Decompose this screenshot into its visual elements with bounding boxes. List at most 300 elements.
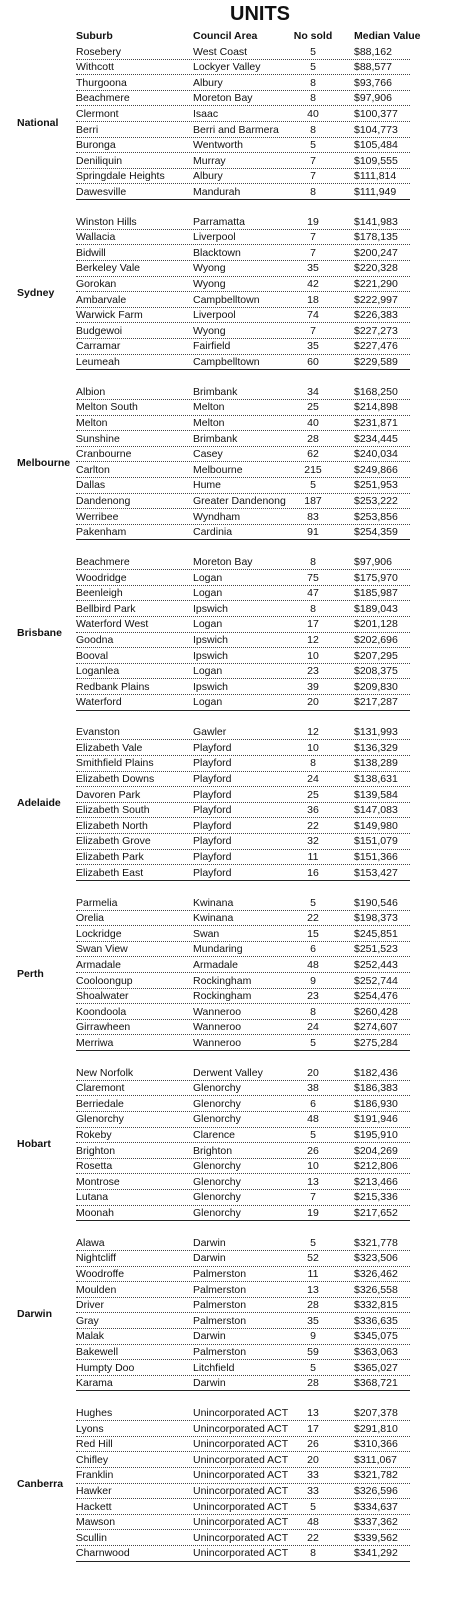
cell-no-sold: 22 bbox=[307, 1531, 319, 1544]
cell-suburb: Elizabeth East bbox=[76, 866, 144, 879]
cell-no-sold: 18 bbox=[307, 293, 319, 306]
cell-suburb: Woodroffe bbox=[76, 1268, 125, 1281]
cell-no-sold: 5 bbox=[310, 1500, 316, 1513]
table-row bbox=[0, 1236, 470, 1252]
cell-council-area: Parramatta bbox=[193, 215, 245, 228]
table-row bbox=[0, 215, 470, 231]
table-row bbox=[0, 1345, 470, 1361]
region-label: Brisbane bbox=[17, 627, 62, 640]
cell-suburb: Hughes bbox=[76, 1407, 113, 1420]
cell-council-area: Litchfield bbox=[193, 1361, 235, 1374]
table-row bbox=[0, 230, 470, 246]
cell-no-sold: 8 bbox=[310, 556, 316, 569]
cell-council-area: West Coast bbox=[193, 45, 248, 58]
cell-median-value: $147,083 bbox=[354, 804, 398, 817]
cell-suburb: Red Hill bbox=[76, 1438, 113, 1451]
cell-median-value: $337,362 bbox=[354, 1516, 398, 1529]
cell-median-value: $222,997 bbox=[354, 293, 398, 306]
cell-suburb: Berri bbox=[76, 123, 99, 136]
cell-suburb: Nightcliff bbox=[76, 1252, 117, 1265]
cell-council-area: Albury bbox=[193, 170, 223, 183]
cell-no-sold: 5 bbox=[310, 479, 316, 492]
cell-council-area: Wentworth bbox=[193, 139, 243, 152]
cell-no-sold: 47 bbox=[307, 587, 319, 600]
cell-suburb: Deniliquin bbox=[76, 154, 123, 167]
cell-no-sold: 7 bbox=[310, 154, 316, 167]
cell-no-sold: 7 bbox=[310, 246, 316, 259]
cell-no-sold: 91 bbox=[307, 526, 319, 539]
section-perth bbox=[0, 896, 470, 1052]
cell-suburb: Thurgoona bbox=[76, 76, 127, 89]
cell-suburb: Rokeby bbox=[76, 1129, 112, 1142]
cell-median-value: $212,806 bbox=[354, 1160, 398, 1173]
cell-suburb: Girrawheen bbox=[76, 1021, 131, 1034]
cell-median-value: $251,523 bbox=[354, 943, 398, 956]
cell-council-area: Playford bbox=[193, 819, 232, 832]
table-row bbox=[0, 1453, 470, 1469]
cell-suburb: Elizabeth South bbox=[76, 804, 150, 817]
cell-council-area: Playford bbox=[193, 866, 232, 879]
cell-median-value: $339,562 bbox=[354, 1531, 398, 1544]
cell-council-area: Unincorporated ACT bbox=[193, 1407, 289, 1420]
cell-suburb: Hawker bbox=[76, 1485, 112, 1498]
cell-median-value: $151,366 bbox=[354, 851, 398, 864]
cell-council-area: Glenorchy bbox=[193, 1160, 241, 1173]
cell-median-value: $234,445 bbox=[354, 432, 398, 445]
row-divider bbox=[76, 539, 410, 540]
row-divider bbox=[76, 880, 410, 881]
table-row bbox=[0, 1005, 470, 1021]
cell-no-sold: 5 bbox=[310, 1361, 316, 1374]
cell-no-sold: 28 bbox=[307, 1377, 319, 1390]
cell-suburb: Buronga bbox=[76, 139, 116, 152]
cell-median-value: $341,292 bbox=[354, 1547, 398, 1560]
cell-median-value: $191,946 bbox=[354, 1113, 398, 1126]
row-divider bbox=[76, 1390, 410, 1391]
table-row bbox=[0, 1128, 470, 1144]
cell-council-area: Albury bbox=[193, 76, 223, 89]
cell-council-area: Moreton Bay bbox=[193, 556, 253, 569]
cell-suburb: Melton bbox=[76, 417, 108, 430]
cell-council-area: Rockingham bbox=[193, 974, 252, 987]
table-row bbox=[0, 400, 470, 416]
cell-no-sold: 5 bbox=[310, 45, 316, 58]
cell-no-sold: 23 bbox=[307, 665, 319, 678]
cell-no-sold: 9 bbox=[310, 974, 316, 987]
cell-no-sold: 7 bbox=[310, 231, 316, 244]
cell-council-area: Playford bbox=[193, 835, 232, 848]
cell-council-area: Ipswich bbox=[193, 602, 229, 615]
cell-no-sold: 8 bbox=[310, 1005, 316, 1018]
cell-suburb: Beachmere bbox=[76, 92, 130, 105]
table-row bbox=[0, 680, 470, 696]
table-row bbox=[0, 772, 470, 788]
region-label: Adelaide bbox=[17, 797, 61, 810]
table-row bbox=[0, 1298, 470, 1314]
cell-median-value: $100,377 bbox=[354, 107, 398, 120]
cell-median-value: $251,953 bbox=[354, 479, 398, 492]
section-hobart bbox=[0, 1066, 470, 1222]
cell-median-value: $240,034 bbox=[354, 448, 398, 461]
cell-suburb: Cooloongup bbox=[76, 974, 133, 987]
cell-suburb: Franklin bbox=[76, 1469, 114, 1482]
cell-median-value: $310,366 bbox=[354, 1438, 398, 1451]
cell-suburb: Moulden bbox=[76, 1283, 117, 1296]
cell-no-sold: 22 bbox=[307, 819, 319, 832]
cell-median-value: $213,466 bbox=[354, 1175, 398, 1188]
cell-median-value: $97,906 bbox=[354, 556, 392, 569]
cell-suburb: Brighton bbox=[76, 1144, 116, 1157]
cell-median-value: $214,898 bbox=[354, 401, 398, 414]
cell-median-value: $334,637 bbox=[354, 1500, 398, 1513]
table-row bbox=[0, 154, 470, 170]
cell-suburb: Dandenong bbox=[76, 495, 131, 508]
cell-council-area: Playford bbox=[193, 804, 232, 817]
cell-no-sold: 5 bbox=[310, 1036, 316, 1049]
cell-median-value: $186,383 bbox=[354, 1082, 398, 1095]
table-row bbox=[0, 571, 470, 587]
cell-no-sold: 8 bbox=[310, 76, 316, 89]
cell-median-value: $253,222 bbox=[354, 495, 398, 508]
table-row bbox=[0, 1437, 470, 1453]
region-label: Perth bbox=[17, 967, 44, 980]
cell-suburb: Alawa bbox=[76, 1236, 105, 1249]
cell-council-area: Isaac bbox=[193, 107, 219, 120]
cell-no-sold: 48 bbox=[307, 1113, 319, 1126]
table-row bbox=[0, 1175, 470, 1191]
cell-median-value: $229,589 bbox=[354, 356, 398, 369]
cell-median-value: $111,814 bbox=[354, 170, 397, 183]
cell-council-area: Kwinana bbox=[193, 912, 234, 925]
cell-council-area: Glenorchy bbox=[193, 1113, 241, 1126]
table-row bbox=[0, 788, 470, 804]
cell-council-area: Armadale bbox=[193, 958, 238, 971]
cell-no-sold: 16 bbox=[307, 866, 319, 879]
table-row bbox=[0, 942, 470, 958]
table-row bbox=[0, 649, 470, 665]
cell-median-value: $311,067 bbox=[354, 1453, 398, 1466]
row-divider bbox=[76, 710, 410, 711]
cell-suburb: Armadale bbox=[76, 958, 121, 971]
cell-council-area: Berri and Barmera bbox=[193, 123, 279, 136]
cell-council-area: Hume bbox=[193, 479, 222, 492]
cell-suburb: Withcott bbox=[76, 61, 114, 74]
table-row bbox=[0, 896, 470, 912]
cell-median-value: $220,328 bbox=[354, 262, 398, 275]
cell-no-sold: 5 bbox=[310, 1129, 316, 1142]
cell-median-value: $254,476 bbox=[354, 990, 398, 1003]
table-row bbox=[0, 1329, 470, 1345]
table-row bbox=[0, 1500, 470, 1516]
cell-suburb: Moonah bbox=[76, 1207, 114, 1220]
cell-council-area: Darwin bbox=[193, 1252, 226, 1265]
cell-median-value: $221,290 bbox=[354, 278, 398, 291]
cell-suburb: Woodridge bbox=[76, 571, 127, 584]
cell-suburb: Albion bbox=[76, 385, 106, 398]
cell-no-sold: 33 bbox=[307, 1485, 319, 1498]
cell-no-sold: 10 bbox=[307, 649, 319, 662]
table-row bbox=[0, 1376, 470, 1392]
cell-council-area: Darwin bbox=[193, 1236, 226, 1249]
cell-suburb: Swan View bbox=[76, 943, 128, 956]
cell-council-area: Logan bbox=[193, 571, 223, 584]
table-row bbox=[0, 664, 470, 680]
cell-no-sold: 6 bbox=[310, 943, 316, 956]
cell-suburb: Berkeley Vale bbox=[76, 262, 141, 275]
cell-council-area: Unincorporated ACT bbox=[193, 1531, 289, 1544]
cell-no-sold: 62 bbox=[307, 448, 319, 461]
cell-suburb: Smithfield Plains bbox=[76, 757, 154, 770]
cell-no-sold: 26 bbox=[307, 1144, 319, 1157]
cell-suburb: Cranbourne bbox=[76, 448, 132, 461]
cell-no-sold: 7 bbox=[310, 324, 316, 337]
cell-median-value: $182,436 bbox=[354, 1066, 398, 1079]
table-row bbox=[0, 1283, 470, 1299]
cell-no-sold: 15 bbox=[307, 927, 319, 940]
cell-median-value: $323,506 bbox=[354, 1252, 398, 1265]
cell-no-sold: 17 bbox=[307, 1422, 319, 1435]
cell-median-value: $253,856 bbox=[354, 510, 398, 523]
cell-no-sold: 7 bbox=[310, 170, 316, 183]
cell-council-area: Playford bbox=[193, 788, 232, 801]
cell-council-area: Clarence bbox=[193, 1129, 236, 1142]
cell-no-sold: 10 bbox=[307, 741, 319, 754]
cell-no-sold: 8 bbox=[310, 757, 316, 770]
cell-suburb: Davoren Park bbox=[76, 788, 141, 801]
cell-suburb: Scullin bbox=[76, 1531, 107, 1544]
table-row bbox=[0, 1361, 470, 1377]
cell-council-area: Mundaring bbox=[193, 943, 243, 956]
cell-council-area: Logan bbox=[193, 665, 223, 678]
cell-council-area: Logan bbox=[193, 618, 223, 631]
cell-suburb: Goodna bbox=[76, 634, 114, 647]
table-row bbox=[0, 602, 470, 618]
cell-median-value: $249,866 bbox=[354, 463, 398, 476]
table-row bbox=[0, 277, 470, 293]
cell-no-sold: 38 bbox=[307, 1082, 319, 1095]
cell-median-value: $321,782 bbox=[354, 1469, 398, 1482]
cell-median-value: $111,949 bbox=[354, 185, 397, 198]
section-sydney bbox=[0, 215, 470, 371]
cell-no-sold: 35 bbox=[307, 340, 319, 353]
cell-council-area: Unincorporated ACT bbox=[193, 1500, 289, 1513]
cell-no-sold: 24 bbox=[307, 773, 319, 786]
cell-suburb: Sunshine bbox=[76, 432, 120, 445]
cell-council-area: Unincorporated ACT bbox=[193, 1516, 289, 1529]
cell-median-value: $336,635 bbox=[354, 1314, 398, 1327]
cell-council-area: Wanneroo bbox=[193, 1036, 242, 1049]
cell-median-value: $227,273 bbox=[354, 324, 398, 337]
table-row bbox=[0, 91, 470, 107]
cell-council-area: Casey bbox=[193, 448, 223, 461]
table-row bbox=[0, 927, 470, 943]
cell-no-sold: 25 bbox=[307, 788, 319, 801]
cell-median-value: $227,476 bbox=[354, 340, 398, 353]
cell-median-value: $260,428 bbox=[354, 1005, 398, 1018]
cell-no-sold: 34 bbox=[307, 385, 319, 398]
cell-suburb: Elizabeth Vale bbox=[76, 741, 143, 754]
cell-median-value: $231,871 bbox=[354, 417, 398, 430]
table-row bbox=[0, 1484, 470, 1500]
section-melbourne bbox=[0, 385, 470, 541]
cell-median-value: $198,373 bbox=[354, 912, 398, 925]
table-row bbox=[0, 478, 470, 494]
cell-median-value: $88,162 bbox=[354, 45, 392, 58]
cell-median-value: $201,128 bbox=[354, 618, 398, 631]
cell-no-sold: 8 bbox=[310, 1547, 316, 1560]
cell-suburb: Karama bbox=[76, 1377, 113, 1390]
cell-no-sold: 48 bbox=[307, 958, 319, 971]
cell-no-sold: 22 bbox=[307, 912, 319, 925]
table-row bbox=[0, 555, 470, 571]
table-row bbox=[0, 76, 470, 92]
cell-council-area: Unincorporated ACT bbox=[193, 1422, 289, 1435]
cell-no-sold: 40 bbox=[307, 107, 319, 120]
table-row bbox=[0, 1267, 470, 1283]
cell-suburb: Wallacia bbox=[76, 231, 116, 244]
cell-no-sold: 26 bbox=[307, 1438, 319, 1451]
row-divider bbox=[76, 369, 410, 370]
table-row bbox=[0, 1097, 470, 1113]
cell-suburb: Parmelia bbox=[76, 896, 118, 909]
cell-median-value: $149,980 bbox=[354, 819, 398, 832]
cell-council-area: Liverpool bbox=[193, 309, 236, 322]
cell-suburb: Shoalwater bbox=[76, 990, 129, 1003]
cell-no-sold: 12 bbox=[307, 634, 319, 647]
header-council-area: Council Area bbox=[193, 30, 258, 42]
cell-council-area: Playford bbox=[193, 757, 232, 770]
table-row bbox=[0, 45, 470, 61]
cell-council-area: Logan bbox=[193, 587, 223, 600]
cell-median-value: $202,696 bbox=[354, 634, 398, 647]
cell-suburb: New Norfolk bbox=[76, 1066, 134, 1079]
cell-suburb: Bellbird Park bbox=[76, 602, 136, 615]
cell-median-value: $131,993 bbox=[354, 726, 398, 739]
cell-median-value: $88,577 bbox=[354, 61, 392, 74]
cell-median-value: $97,906 bbox=[354, 92, 392, 105]
cell-no-sold: 6 bbox=[310, 1097, 316, 1110]
table-row bbox=[0, 1422, 470, 1438]
page-title: UNITS bbox=[230, 3, 290, 25]
table-row bbox=[0, 261, 470, 277]
cell-council-area: Campbelltown bbox=[193, 293, 260, 306]
cell-no-sold: 35 bbox=[307, 262, 319, 275]
table-header bbox=[0, 29, 470, 43]
cell-suburb: Warwick Farm bbox=[76, 309, 143, 322]
cell-median-value: $186,930 bbox=[354, 1097, 398, 1110]
cell-suburb: Springdale Heights bbox=[76, 170, 165, 183]
cell-council-area: Glenorchy bbox=[193, 1175, 241, 1188]
cell-no-sold: 42 bbox=[307, 278, 319, 291]
cell-no-sold: 48 bbox=[307, 1516, 319, 1529]
cell-suburb: Ambarvale bbox=[76, 293, 127, 306]
cell-median-value: $136,329 bbox=[354, 741, 398, 754]
cell-suburb: Pakenham bbox=[76, 526, 127, 539]
cell-council-area: Ipswich bbox=[193, 649, 229, 662]
cell-suburb: Montrose bbox=[76, 1175, 120, 1188]
cell-median-value: $209,830 bbox=[354, 680, 398, 693]
cell-no-sold: 8 bbox=[310, 123, 316, 136]
cell-council-area: Unincorporated ACT bbox=[193, 1453, 289, 1466]
cell-no-sold: 20 bbox=[307, 696, 319, 709]
table-row bbox=[0, 989, 470, 1005]
cell-median-value: $215,336 bbox=[354, 1191, 398, 1204]
cell-no-sold: 20 bbox=[307, 1453, 319, 1466]
cell-no-sold: 32 bbox=[307, 835, 319, 848]
table-row bbox=[0, 1112, 470, 1128]
cell-suburb: Carlton bbox=[76, 463, 110, 476]
cell-no-sold: 11 bbox=[307, 1268, 319, 1281]
cell-median-value: $105,484 bbox=[354, 139, 398, 152]
cell-council-area: Palmerston bbox=[193, 1346, 247, 1359]
cell-no-sold: 19 bbox=[307, 1207, 319, 1220]
cell-no-sold: 11 bbox=[307, 851, 319, 864]
cell-council-area: Fairfield bbox=[193, 340, 231, 353]
cell-no-sold: 5 bbox=[310, 896, 316, 909]
cell-median-value: $190,546 bbox=[354, 896, 398, 909]
table-row bbox=[0, 819, 470, 835]
table-row bbox=[0, 324, 470, 340]
section-national bbox=[0, 45, 470, 201]
cell-no-sold: 9 bbox=[310, 1330, 316, 1343]
cell-median-value: $204,269 bbox=[354, 1144, 398, 1157]
row-divider bbox=[76, 1561, 410, 1562]
table-row bbox=[0, 695, 470, 711]
cell-council-area: Melton bbox=[193, 417, 225, 430]
cell-median-value: $138,289 bbox=[354, 757, 398, 770]
row-divider bbox=[76, 1220, 410, 1221]
cell-council-area: Murray bbox=[193, 154, 226, 167]
cell-council-area: Playford bbox=[193, 741, 232, 754]
cell-no-sold: 33 bbox=[307, 1469, 319, 1482]
cell-suburb: Lockridge bbox=[76, 927, 122, 940]
cell-no-sold: 13 bbox=[307, 1407, 319, 1420]
cell-suburb: Elizabeth Downs bbox=[76, 773, 155, 786]
cell-median-value: $178,135 bbox=[354, 231, 398, 244]
cell-council-area: Glenorchy bbox=[193, 1082, 241, 1095]
cell-council-area: Blacktown bbox=[193, 246, 241, 259]
cell-council-area: Palmerston bbox=[193, 1268, 247, 1281]
cell-suburb: Lutana bbox=[76, 1191, 109, 1204]
table-row bbox=[0, 1144, 470, 1160]
cell-no-sold: 13 bbox=[307, 1175, 319, 1188]
table-row bbox=[0, 432, 470, 448]
cell-no-sold: 17 bbox=[307, 618, 319, 631]
table-row bbox=[0, 1159, 470, 1175]
table-row bbox=[0, 60, 470, 76]
cell-median-value: $217,287 bbox=[354, 696, 398, 709]
cell-suburb: Lyons bbox=[76, 1422, 104, 1435]
cell-council-area: Darwin bbox=[193, 1377, 226, 1390]
cell-council-area: Glenorchy bbox=[193, 1207, 241, 1220]
cell-council-area: Wyong bbox=[193, 278, 226, 291]
table-row bbox=[0, 308, 470, 324]
table-row bbox=[0, 463, 470, 479]
section-darwin bbox=[0, 1236, 470, 1392]
cell-no-sold: 36 bbox=[307, 804, 319, 817]
cell-median-value: $138,631 bbox=[354, 773, 398, 786]
cell-no-sold: 13 bbox=[307, 1283, 319, 1296]
cell-no-sold: 10 bbox=[307, 1160, 319, 1173]
cell-council-area: Unincorporated ACT bbox=[193, 1485, 289, 1498]
cell-council-area: Melton bbox=[193, 401, 225, 414]
cell-council-area: Wyong bbox=[193, 324, 226, 337]
cell-no-sold: 35 bbox=[307, 1314, 319, 1327]
cell-council-area: Greater Dandenong bbox=[193, 495, 286, 508]
cell-median-value: $151,079 bbox=[354, 835, 398, 848]
table-row bbox=[0, 850, 470, 866]
cell-no-sold: 8 bbox=[310, 185, 316, 198]
